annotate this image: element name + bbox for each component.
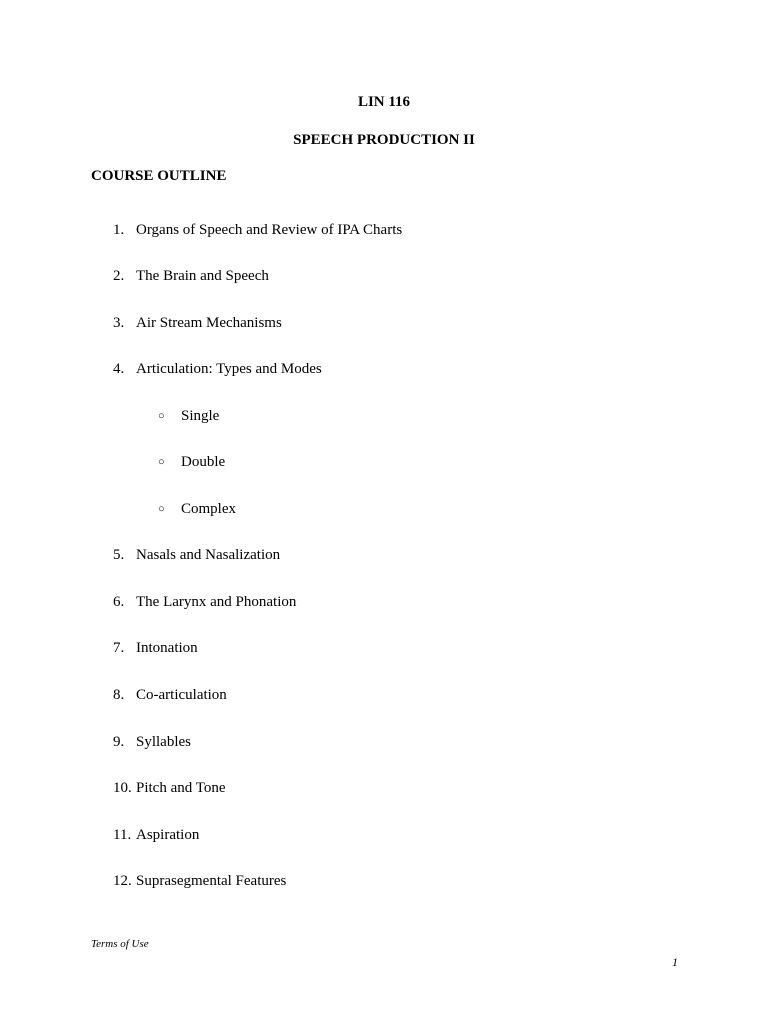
item-text: The Brain and Speech [136, 268, 269, 284]
item-text: Intonation [136, 640, 198, 656]
item-text: Organs of Speech and Review of IPA Charts [136, 222, 403, 238]
item-text: Suprasegmental Features [136, 873, 287, 889]
terms-of-use-link[interactable]: Terms of Use [91, 938, 149, 950]
hollow-bullet-icon: ○ [158, 456, 165, 468]
item-text: Co-articulation [136, 687, 227, 703]
item-number: 9. [113, 734, 125, 750]
item-number: 12. [113, 873, 132, 889]
item-text: Syllables [136, 734, 191, 750]
item-text: The Larynx and Phonation [136, 594, 297, 610]
subitem-text: Single [181, 408, 220, 424]
page-number: 1 [672, 955, 678, 969]
item-number: 2. [113, 268, 125, 284]
item-number: 10. [113, 780, 132, 796]
item-number: 8. [113, 687, 125, 703]
item-number: 7. [113, 640, 125, 656]
subitem-text: Complex [181, 501, 236, 517]
item-number: 1. [113, 222, 125, 238]
item-text: Articulation: Types and Modes [136, 361, 322, 377]
subitem-text: Double [181, 454, 226, 470]
course-code: LIN 116 [357, 94, 411, 110]
item-number: 11. [113, 827, 132, 843]
item-text: Pitch and Tone [136, 780, 226, 796]
item-text: Aspiration [136, 827, 200, 843]
item-number: 3. [113, 315, 125, 331]
hollow-bullet-icon: ○ [158, 410, 165, 422]
item-number: 5. [113, 547, 125, 563]
item-text: Air Stream Mechanisms [136, 315, 282, 331]
item-text: Nasals and Nasalization [136, 547, 281, 563]
item-number: 6. [113, 594, 125, 610]
hollow-bullet-icon: ○ [158, 503, 165, 515]
item-number: 4. [113, 361, 125, 377]
section-heading: COURSE OUTLINE [91, 168, 227, 184]
course-title: SPEECH PRODUCTION II [293, 132, 475, 148]
